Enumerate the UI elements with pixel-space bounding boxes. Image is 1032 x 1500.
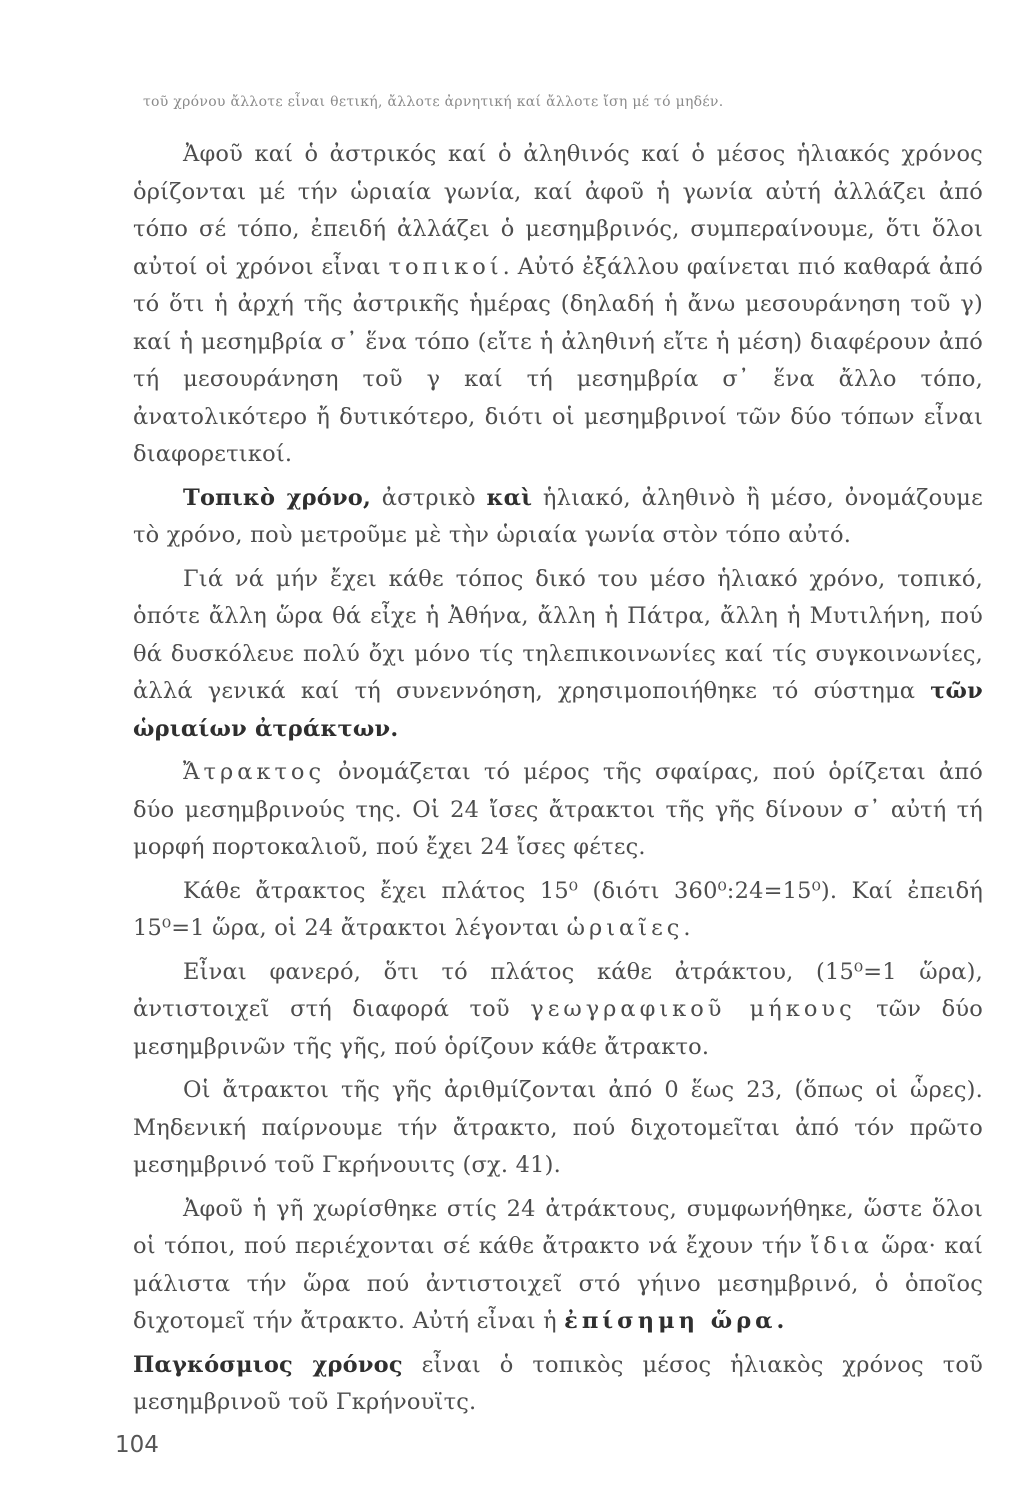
emphasis-spaced: τοπικοί <box>388 253 503 280</box>
emphasis-spaced: Ἄτρακτος <box>183 759 326 785</box>
text-run: Εἶναι φανερό, ὅτι τό πλάτος κάθε ἀτράκτου, (15⁰=1 ὥρα), ἀντιστοιχεῖ στή διαφορά τοῦ <box>133 958 983 1022</box>
text-run: ἡλιακό, <box>532 484 642 511</box>
paragraph-spindle-definition <box>133 754 983 867</box>
emphasis-spaced: γεωγραφικοῦ μήκους <box>530 996 856 1022</box>
text-run: Γιά νά μήν ἔχει κάθε τόπος δικό του μέσο ἡλιακό χρόνο, τοπικό, ὁπότε ἄλλη ὥρα θά εἶχε ἡ Ἀθήνα, ἄλλη ἡ Πάτρα, ἄλλη ἡ Μυτιλήνη, πού θά δυσκόλευε πολύ ὄχι μόνο τίς τηλεπικοινωνίες καί τίς συγκοινωνίες, ἀλλά γενικά καί τή συνεννόηση, χρησιμοποιήθηκε τό σύστημα <box>133 565 983 704</box>
text-run: τῶν δύο μεσημβρινῶν τῆς γῆς, πού ὁρίζουν κάθε ἄτρακτο. <box>133 996 983 1060</box>
paragraph-local-time <box>133 136 983 474</box>
text-run: ὥρα· καί μάλιστα τήν ὥρα πού ἀντιστοιχεῖ στό γήινο μεσημβρινό, ὁ ὁποῖος διχοτομεῖ τήν ἄτρακτο. Αὐτή εἶναι ἡ <box>133 1233 984 1334</box>
emphasis-spaced: ὡριαῖες <box>566 915 684 941</box>
page-number: 104 <box>115 1432 159 1458</box>
paragraph-definition-local-time <box>133 480 983 555</box>
term-bold: Τοπικὸ χρόνο, <box>183 484 372 511</box>
paragraph-universal-time <box>133 1347 983 1422</box>
text-run: ἀληθινὸ ἢ μέσο, ὀνομάζουμε τὸ χρόνο, ποὺ μετροῦμε μὲ τὴν ὡριαία γωνία στὸν τόπο αὐτό. <box>133 484 983 548</box>
text-run: ὀνομάζεται τό μέρος τῆς σφαίρας, πού ὁρίζεται ἀπό δύο μεσημβρινούς της. Οἱ 24 ἴσες ἄτρακτοι τῆς γῆς δίνουν σ᾽ αὐτή τή μορφή πορτοκαλιοῦ, πού ἔχει 24 ἴσες φέτες. <box>133 759 983 860</box>
term-bold: ἐπίσημη ὥρα. <box>564 1308 789 1334</box>
text-run: . Αὐτό ἐξάλλου φαίνεται πιό καθαρά ἀπό τό ὅτι ἡ ἀρχή τῆς ἀστρικῆς ἡμέρας (δηλαδή ἡ ἄνω μεσουράνηση τοῦ γ) καί ἡ μεσημβρία σ᾽ ἕνα τόπο (εἴτε ἡ ἀληθινή εἴτε ἡ μέση) διαφέρουν ἀπό τή μεσουράνηση τοῦ γ καί τή μεσημβρία σ᾽ ἕνα ἄλλο τόπο, ἀνατολικότερο ἤ δυτικότερο, διότι οἱ μεσημβρινοί τῶν δύο τόπων εἶναι διαφορετικοί. <box>133 253 983 467</box>
term-bold: τῶν ὡριαίων ἀτράκτων. <box>133 678 983 742</box>
continuation-line: τοῦ χρόνου ἄλλοτε εἶναι θετική, ἄλλοτε ἀρνητική καί ἄλλοτε ἴση μέ τό μηδέν. <box>143 94 724 110</box>
paragraph-longitude <box>133 954 983 1067</box>
text-run: . <box>683 915 691 941</box>
text-run: Ἀφοῦ καί ὁ ἀστρικός καί ὁ ἀληθινός καί ὁ μέσος ἡλιακός χρόνος ὁρίζονται μέ τήν ὡριαία γωνία, καί ἀφοῦ ἡ γωνία αὐτή ἀλλάζει ἀπό τόπο σέ τόπο, ἐπειδή ἀλλάζει ὁ μεσημβρινός, συμπεραίνουμε, ὅτι ὅλοι αὐτοί οἱ χρόνοι εἶναι <box>133 141 983 280</box>
paragraph-time-zones <box>133 561 983 749</box>
page-text <box>133 92 983 1428</box>
text-run: εἶναι ὁ τοπικὸς μέσος ἡλιακὸς χρόνος τοῦ μεσημβρινοῦ τοῦ Γκρήνουϊτς. <box>133 1351 983 1415</box>
text-run: ἀστρικὸ <box>371 484 487 511</box>
paragraph-official-time <box>133 1191 983 1341</box>
term-bold: Παγκόσμιος χρόνος <box>133 1351 403 1378</box>
paragraph-zone-numbering: Οἱ ἄτρακτοι τῆς γῆς ἀριθμίζονται ἀπό 0 ἕως 23, (ὅπως οἱ ὧρες). Μηδενική παίρνουμε τήν ἄτρακτο, πού διχοτομεῖται ἀπό τόν πρῶτο μεσημβρινό τοῦ Γκρήνουιτς (σχ. 41). <box>133 1077 983 1178</box>
paragraph-zone-width <box>133 873 983 948</box>
text-run: Κάθε ἄτρακτος ἔχει πλάτος 15⁰ (διότι 360⁰:24=15⁰). Καί ἐπειδή 15⁰=1 ὥρα, οἱ 24 ἄτρακτοι λέγονται <box>133 877 983 941</box>
term-bold: καὶ <box>486 484 533 511</box>
text-run: Ἀφοῦ ἡ γῆ χωρίσθηκε στίς 24 ἀτράκτους, συμφωνήθηκε, ὥστε ὅλοι οἱ τόποι, πού περιέχονται σέ κάθε ἄτρακτο νά ἔχουν τήν <box>133 1195 983 1259</box>
emphasis-spaced: ἴδια <box>810 1233 873 1259</box>
